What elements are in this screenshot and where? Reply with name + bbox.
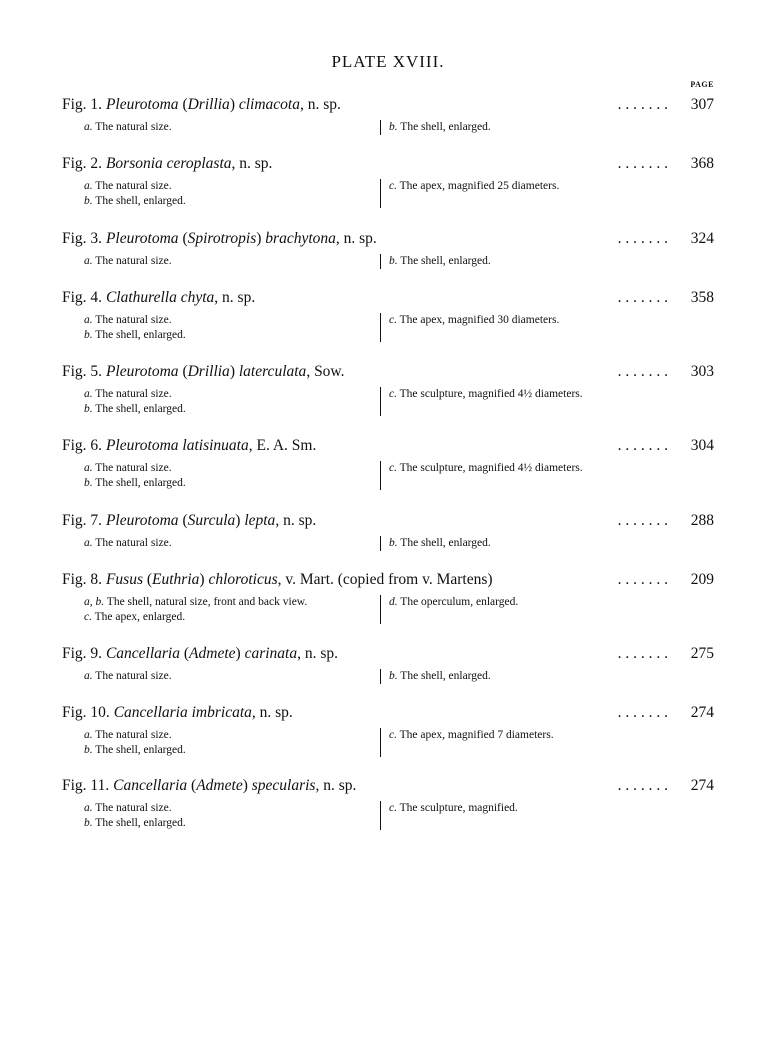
figure-caption-line [62, 571, 714, 593]
taxon-name: Pleurotoma [105, 512, 179, 529]
legend-item [84, 402, 379, 417]
legend-text: The apex, magnified 25 diameters. [399, 180, 560, 192]
legend-item [84, 179, 379, 194]
legend-key: b. [389, 670, 398, 682]
leader-dots: . . . . . . . [617, 363, 668, 380]
legend-right-column [380, 801, 518, 830]
legend-item [84, 610, 379, 625]
figure-heading [62, 571, 497, 589]
leader-dots: . . . . . . . [617, 437, 668, 454]
legend-key: a. [84, 729, 93, 741]
legend-right-column [380, 313, 559, 342]
taxon-name: Admete [189, 645, 236, 662]
name-punctuation: ) [235, 512, 245, 529]
taxon-name: Fusus [105, 571, 143, 588]
figure-caption-line [62, 777, 714, 799]
figure-caption-line [62, 363, 714, 385]
figure-number: Fig. 8. [62, 571, 103, 588]
legend-item [84, 254, 379, 269]
legend-text: The shell, enlarged. [95, 743, 186, 756]
leader-dots: . . . . . . . [617, 571, 668, 588]
legend-key: c. [389, 462, 397, 474]
legend-item [389, 254, 491, 269]
legend-key: c. [389, 729, 397, 741]
legend-key: d. [389, 596, 398, 608]
taxon-name: Surcula [187, 512, 236, 529]
name-punctuation: ) [199, 571, 209, 588]
name-punctuation: E. A. Sm. [256, 437, 317, 454]
name-punctuation: ( [178, 512, 188, 529]
figure-number: Fig. 9. [62, 645, 103, 662]
name-punctuation: ( [178, 96, 188, 113]
legend-item [389, 669, 491, 684]
taxon-name: specularis [251, 777, 316, 794]
legend-item [84, 476, 379, 491]
legend-right-column [380, 387, 583, 416]
legend-left-column [84, 801, 379, 830]
taxon-name: brachytona [265, 230, 336, 247]
legend-right-column [380, 669, 491, 684]
name-punctuation: Sow. [314, 363, 345, 380]
legend-left-column [84, 728, 379, 757]
legend-right-column [380, 179, 559, 208]
taxon-name: carinata [244, 645, 298, 662]
page-number: 209 [690, 571, 714, 588]
legend-key: a, b. [84, 596, 105, 608]
figure-caption-line [62, 512, 714, 534]
legend-text: The shell, enlarged. [400, 537, 491, 549]
legend-item [84, 328, 379, 343]
plate-title: PLATE XVIII. [331, 52, 445, 71]
legend-text: The natural size. [95, 537, 172, 549]
figure-heading [62, 777, 360, 795]
legend-text: The sculpture, magnified 4½ diameters. [399, 388, 583, 400]
figure-caption-line [62, 230, 714, 252]
leader-dots: . . . . . . . [617, 512, 668, 529]
figure-heading [62, 437, 320, 455]
figure-number: Fig. 7. [62, 512, 103, 529]
legend-left-column [84, 461, 379, 490]
taxon-name: Cancellaria [113, 777, 188, 794]
name-punctuation: n. sp. [239, 155, 273, 172]
legend-right-column [380, 595, 518, 624]
legend-item [84, 743, 379, 758]
legend-item [389, 728, 554, 743]
legend-key: a. [84, 314, 93, 326]
legend-item [84, 801, 379, 816]
legend-key: a. [84, 670, 93, 682]
legend-text: The sculpture, magnified 4½ diameters. [399, 462, 583, 474]
page-number: 274 [690, 704, 714, 721]
legend-text: The natural size. [95, 802, 172, 814]
legend-text: The operculum, enlarged. [400, 596, 519, 608]
leader-dots: . . . . . . . [617, 96, 668, 113]
taxon-name: Clathurella chyta [105, 289, 215, 306]
figure-caption-line [62, 437, 714, 459]
legend-right-column [380, 120, 491, 135]
legend-text: The shell, enlarged. [400, 670, 491, 682]
legend-item [389, 120, 491, 135]
legend-text: The natural size. [95, 729, 172, 741]
name-punctuation: , [315, 777, 324, 794]
legend-item [389, 801, 518, 816]
legend-text: The natural size. [95, 388, 172, 400]
name-punctuation: , [275, 512, 284, 529]
legend-left-column [84, 536, 379, 551]
legend-text: The shell, enlarged. [95, 328, 186, 341]
figure-number: Fig. 5. [62, 363, 103, 380]
legend-key: b. [84, 816, 93, 829]
figure-number: Fig. 6. [62, 437, 103, 454]
legend-left-column [84, 120, 379, 135]
figure-number: Fig. 2. [62, 155, 103, 172]
taxon-name: Admete [196, 777, 243, 794]
legend-item [84, 728, 379, 743]
figure-number: Fig. 4. [62, 289, 103, 306]
leader-dots: . . . . . . . [617, 777, 668, 794]
figure-heading [62, 155, 276, 173]
legend-text: The shell, enlarged. [95, 402, 186, 415]
page-column-header: PAGE [690, 80, 714, 89]
name-punctuation: n. sp. [307, 96, 341, 113]
legend-item [389, 179, 559, 194]
figure-caption-line [62, 289, 714, 311]
leader-dots: . . . . . . . [617, 645, 668, 662]
legend-item [84, 120, 379, 135]
figure-heading [62, 289, 259, 307]
taxon-name: laterculata [238, 363, 307, 380]
legend-key: b. [84, 194, 93, 207]
name-punctuation: , [299, 96, 308, 113]
leader-dots: . . . . . . . [617, 155, 668, 172]
legend-right-column [380, 728, 554, 757]
taxon-name: Euthria [152, 571, 200, 588]
legend-left-column [84, 179, 379, 208]
taxon-name: chloroticus [208, 571, 278, 588]
legend-item [84, 194, 379, 209]
legend-key: b. [84, 402, 93, 415]
legend-text: The sculpture, magnified. [399, 802, 518, 814]
name-punctuation: n. sp. [343, 230, 377, 247]
legend-right-column [380, 254, 491, 269]
page-number: 368 [690, 155, 714, 172]
legend-right-column [380, 461, 583, 490]
legend-text: The natural size. [95, 462, 172, 474]
name-punctuation: ) [229, 363, 239, 380]
page-number: 274 [690, 777, 714, 794]
legend-key: a. [84, 537, 93, 549]
page-number: 358 [690, 289, 714, 306]
name-punctuation: ( [178, 230, 188, 247]
legend-text: The apex, magnified 7 diameters. [399, 729, 554, 741]
name-punctuation: v. Mart. (copied from v. Martens) [285, 571, 493, 588]
figure-number: Fig. 10. [62, 704, 110, 721]
figure-number: Fig. 3. [62, 230, 103, 247]
legend-key: b. [389, 121, 398, 133]
figure-heading [62, 363, 349, 381]
legend-key: b. [84, 328, 93, 341]
figure-heading [62, 645, 342, 663]
name-punctuation: ( [187, 777, 197, 794]
page-number: 303 [690, 363, 714, 380]
taxon-name: lepta [244, 512, 276, 529]
name-punctuation: ) [229, 96, 239, 113]
taxon-name: climacota [238, 96, 300, 113]
page-number: 304 [690, 437, 714, 454]
name-punctuation: , [306, 363, 315, 380]
legend-item [389, 461, 583, 476]
legend-key: a. [84, 255, 93, 267]
name-punctuation: , [248, 437, 257, 454]
name-punctuation: n. sp. [259, 704, 293, 721]
legend-item [84, 313, 379, 328]
legend-key: c. [389, 388, 397, 400]
legend-item [84, 536, 379, 551]
legend-right-column [380, 536, 491, 551]
legend-text: The natural size. [95, 314, 172, 326]
legend-key: c. [389, 314, 397, 326]
leader-dots: . . . . . . . [617, 289, 668, 306]
figure-heading [62, 512, 320, 530]
name-punctuation: , [335, 230, 344, 247]
page-number: 288 [690, 512, 714, 529]
legend-key: b. [389, 255, 398, 267]
legend-key: a. [84, 388, 93, 400]
legend-left-column [84, 387, 379, 416]
legend-text: The apex, enlarged. [94, 610, 186, 623]
legend-text: The shell, natural size, front and back view. [106, 596, 308, 608]
name-punctuation: , [231, 155, 240, 172]
name-punctuation: ) [242, 777, 252, 794]
legend-text: The shell, enlarged. [95, 194, 186, 207]
figure-heading [62, 96, 345, 114]
name-punctuation: , [277, 571, 286, 588]
legend-key: c. [389, 180, 397, 192]
name-punctuation: n. sp. [304, 645, 339, 662]
legend-text: The shell, enlarged. [400, 121, 491, 133]
figure-caption-line [62, 155, 714, 177]
figure-caption-line [62, 96, 714, 118]
taxon-name: Cancellaria [105, 645, 180, 662]
figure-heading [62, 230, 381, 248]
legend-text: The shell, enlarged. [95, 816, 186, 829]
figure-caption-line [62, 645, 714, 667]
legend-key: b. [84, 476, 93, 489]
legend-left-column [84, 313, 379, 342]
legend-item [84, 595, 379, 610]
page-number: 307 [690, 96, 714, 113]
taxon-name: Pleurotoma [105, 363, 179, 380]
legend-item [389, 536, 491, 551]
legend-text: The shell, enlarged. [400, 255, 491, 267]
legend-left-column [84, 595, 379, 624]
legend-text: The apex, magnified 30 diameters. [399, 314, 560, 326]
name-punctuation: ) [256, 230, 266, 247]
name-punctuation: ( [178, 363, 188, 380]
taxon-name: Pleurotoma [105, 230, 179, 247]
name-punctuation: ( [142, 571, 153, 588]
taxon-name: Borsonia ceroplasta [105, 155, 232, 172]
legend-item [389, 595, 518, 610]
legend-key: c. [389, 802, 397, 814]
legend-text: The shell, enlarged. [95, 476, 186, 489]
legend-key: a. [84, 802, 93, 814]
legend-left-column [84, 669, 379, 684]
taxon-name: Drillia [187, 363, 230, 380]
figure-caption-line [62, 704, 714, 726]
legend-key: b. [389, 537, 398, 549]
taxon-name: Spirotropis [187, 230, 257, 247]
legend-key: c. [84, 610, 92, 623]
taxon-name: Cancellaria imbricata [113, 704, 252, 721]
legend-item [389, 387, 583, 402]
legend-item [84, 669, 379, 684]
leader-dots: . . . . . . . [617, 704, 668, 721]
page-number: 324 [690, 230, 714, 247]
name-punctuation: , [251, 704, 260, 721]
legend-key: a. [84, 121, 93, 133]
taxon-name: Pleurotoma [105, 96, 179, 113]
figure-number: Fig. 11. [62, 777, 110, 794]
legend-item [389, 313, 559, 328]
name-punctuation: n. sp. [222, 289, 256, 306]
name-punctuation: ( [180, 645, 190, 662]
legend-key: a. [84, 180, 93, 192]
legend-left-column [84, 254, 379, 269]
name-punctuation: , [214, 289, 223, 306]
legend-text: The natural size. [95, 670, 172, 682]
legend-key: a. [84, 462, 93, 474]
figure-heading [62, 704, 297, 722]
figure-number: Fig. 1. [62, 96, 103, 113]
name-punctuation: n. sp. [283, 512, 317, 529]
name-punctuation: , [297, 645, 305, 662]
legend-item [84, 816, 379, 831]
legend-key: b. [84, 743, 93, 756]
taxon-name: Pleurotoma latisinuata [105, 437, 249, 454]
legend-text: The natural size. [95, 180, 172, 192]
name-punctuation: n. sp. [323, 777, 357, 794]
name-punctuation: ) [235, 645, 245, 662]
legend-text: The natural size. [95, 255, 172, 267]
legend-item [84, 387, 379, 402]
legend-text: The natural size. [95, 121, 172, 133]
leader-dots: . . . . . . . [617, 230, 668, 247]
legend-item [84, 461, 379, 476]
taxon-name: Drillia [187, 96, 230, 113]
page-number: 275 [690, 645, 714, 662]
